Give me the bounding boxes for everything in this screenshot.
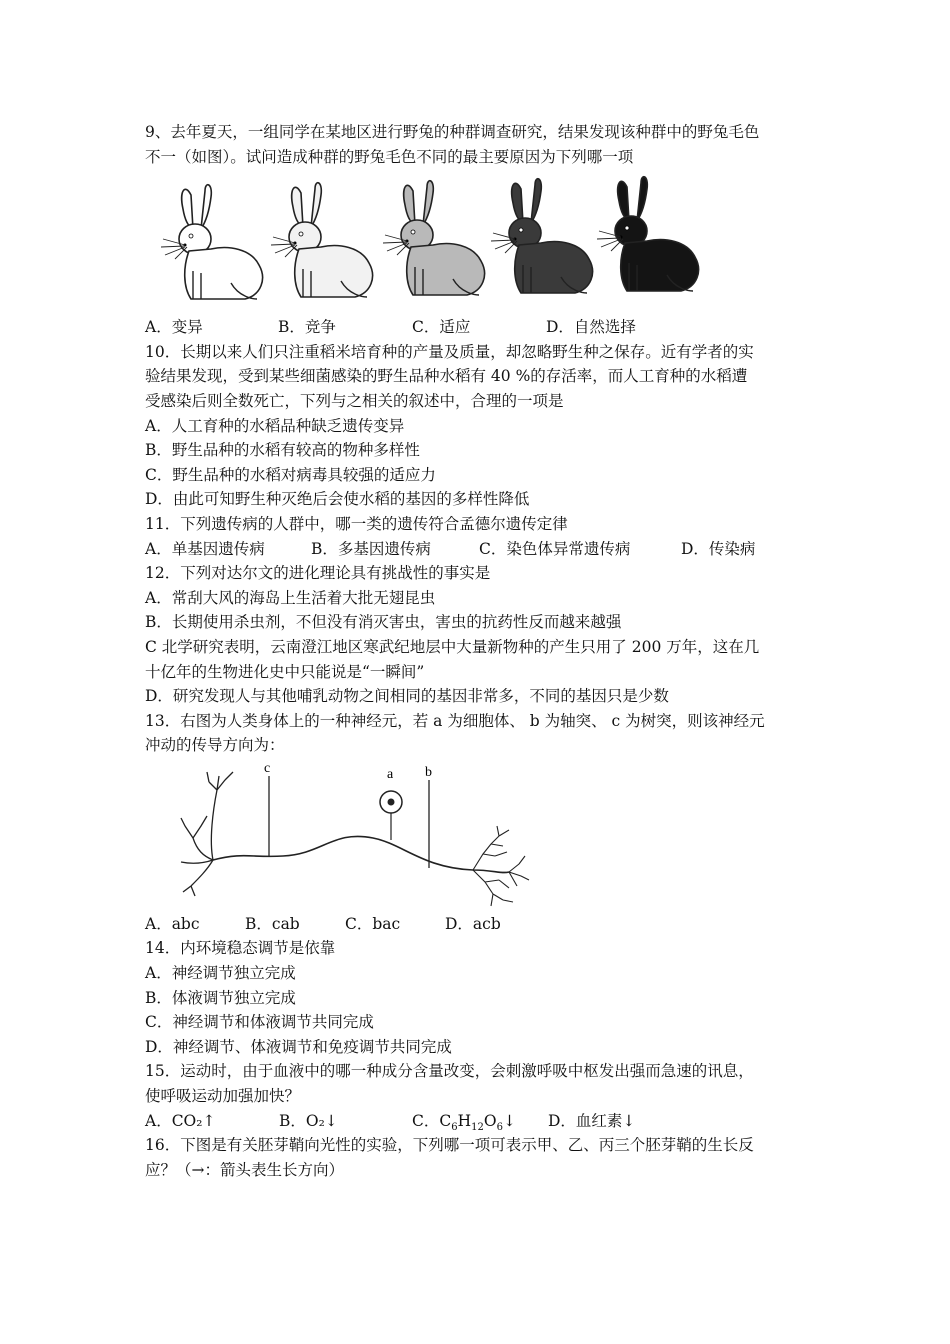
rabbit-3 <box>383 181 485 295</box>
q16-stem-line1: 16．下图是有关胚芽鞘向光性的实验，下列哪一项可表示甲、乙、丙三个胚芽鞘的生长反 <box>145 1136 754 1155</box>
q15-option-c <box>412 1109 548 1134</box>
q12-stem: 12．下列对达尔文的进化理论具有挑战性的事实是 <box>145 564 491 583</box>
rabbit-5 <box>597 177 699 291</box>
rabbit-2 <box>271 183 373 297</box>
axon-terminals <box>473 826 529 906</box>
q10-option-c: C．野生品种的水稻对病毒具较强的适应力 <box>145 465 436 484</box>
q10-stem-line2: 验结果发现，受到某些细菌感染的野生品种水稻有 40 %的存活率，而人工育种的水稻遭 <box>145 367 748 386</box>
q9-option-d: D．自然选择 <box>546 318 636 337</box>
q13-stem-line1: 13．右图为人类身体上的一种神经元，若 a 为细胞体、 b 为轴突、 c 为树突，则该神经元 <box>145 711 765 730</box>
q10-option-d: D．由此可知野生种灭绝后会使水稻的基因的多样性降低 <box>145 490 530 509</box>
neuron-label-c: c <box>264 760 271 776</box>
q14-option-c: C．神经调节和体液调节共同完成 <box>145 1013 374 1032</box>
q11-stem: 11．下列遗传病的人群中，哪一类的遗传符合孟德尔遗传定律 <box>145 514 568 533</box>
neuron-label-b: b <box>425 764 432 780</box>
q12-option-c-line2: 十亿年的生物进化史中只能说是“一瞬间” <box>145 662 425 681</box>
q15-option-c-sub1: 6 <box>451 1121 458 1133</box>
q9-option-a: A．变异 <box>145 318 203 337</box>
dendrites-left <box>181 772 233 896</box>
q15-option-c-suffix: ↓ <box>502 1111 516 1130</box>
q14-option-a: A．神经调节独立完成 <box>145 964 296 983</box>
q15-stem-line2: 使呼吸运动加强加快？ <box>145 1087 301 1106</box>
rabbit-1 <box>161 185 263 299</box>
q9-options <box>145 315 810 340</box>
rabbits-figure <box>149 175 709 305</box>
q13-option-b: B．cab <box>245 914 300 933</box>
q13-stem-line2: 冲动的传导方向为： <box>145 736 285 755</box>
q15-option-c-mid1: H <box>457 1111 472 1130</box>
q11-option-c: C．染色体异常遗传病 <box>479 539 631 558</box>
q13-option-d: D．acb <box>445 914 501 933</box>
exam-page <box>145 120 810 1182</box>
q10-option-b: B．野生品种的水稻有较高的物种多样性 <box>145 441 420 460</box>
q11-options <box>145 537 810 562</box>
q16-stem-line2: 应？（→：箭头表生长方向） <box>145 1160 344 1179</box>
q15-option-c-prefix: C．C <box>412 1111 452 1130</box>
q15-option-d: D．血红素↓ <box>548 1111 636 1130</box>
q10-stem-line1: 10．长期以来人们只注重稻米培育种的产量及质量，却忽略野生种之保存。近有学者的实 <box>145 342 754 361</box>
q9-option-c: C．适应 <box>412 318 471 337</box>
q13-option-c: C．bac <box>345 914 401 933</box>
q14-option-d: D．神经调节、体液调节和免疫调节共同完成 <box>145 1037 452 1056</box>
q15-option-c-sub3: 6 <box>496 1121 503 1133</box>
q11-option-b: B．多基因遗传病 <box>311 539 431 558</box>
cell-body <box>380 791 402 840</box>
q15-option-c-mid2: O <box>483 1111 497 1130</box>
q11-option-a: A．单基因遗传病 <box>145 539 265 558</box>
q12-option-b: B．长期使用杀虫剂，不但没有消灭害虫，害虫的抗药性反而越来越强 <box>145 613 622 632</box>
q15-option-c-sub2: 12 <box>471 1121 484 1133</box>
q12-option-a: A．常刮大风的海岛上生活着大批无翅昆虫 <box>145 588 436 607</box>
q10-option-a: A．人工育种的水稻品种缺乏遗传变异 <box>145 416 405 435</box>
neuron-figure <box>173 760 553 910</box>
neuron-label-a: a <box>387 766 394 782</box>
q15-option-b: B．O₂↓ <box>279 1111 338 1130</box>
q12-option-d: D．研究发现人与其他哺乳动物之间相同的基因非常多，不同的基因只是少数 <box>145 687 669 706</box>
q9-stem-line1: 9、去年夏天，一组同学在某地区进行野兔的种群调查研究，结果发现该种群中的野兔毛色 <box>145 123 760 141</box>
q15-stem-line1: 15．运动时，由于血液中的哪一种成分含量改变，会刺激呼吸中枢发出强而急速的讯息， <box>145 1062 754 1081</box>
q14-stem: 14．内环境稳态调节是依靠 <box>145 939 336 958</box>
neuron-fiber <box>213 836 509 872</box>
q13-options <box>145 912 810 937</box>
q9-option-b: B．竞争 <box>278 318 336 337</box>
rabbit-4 <box>491 179 593 293</box>
q15-options <box>145 1109 810 1134</box>
q13-option-a: A．abc <box>145 914 200 933</box>
q12-option-c-line1: C 北学研究表明，云南澄江地区寒武纪地层中大量新物种的产生只用了 200 万年，这在几 <box>145 637 760 656</box>
q15-option-a: A．CO₂↑ <box>145 1111 216 1130</box>
q10-stem-line3: 受感染后则全数死亡，下列与之相关的叙述中，合理的一项是 <box>145 391 564 410</box>
q14-option-b: B．体液调节独立完成 <box>145 988 296 1007</box>
q11-option-d: D．传染病 <box>681 539 756 558</box>
q9-stem-line2: 不一（如图）。试问造成种群的野兔毛色不同的最主要原因为下列哪一项 <box>145 147 634 166</box>
